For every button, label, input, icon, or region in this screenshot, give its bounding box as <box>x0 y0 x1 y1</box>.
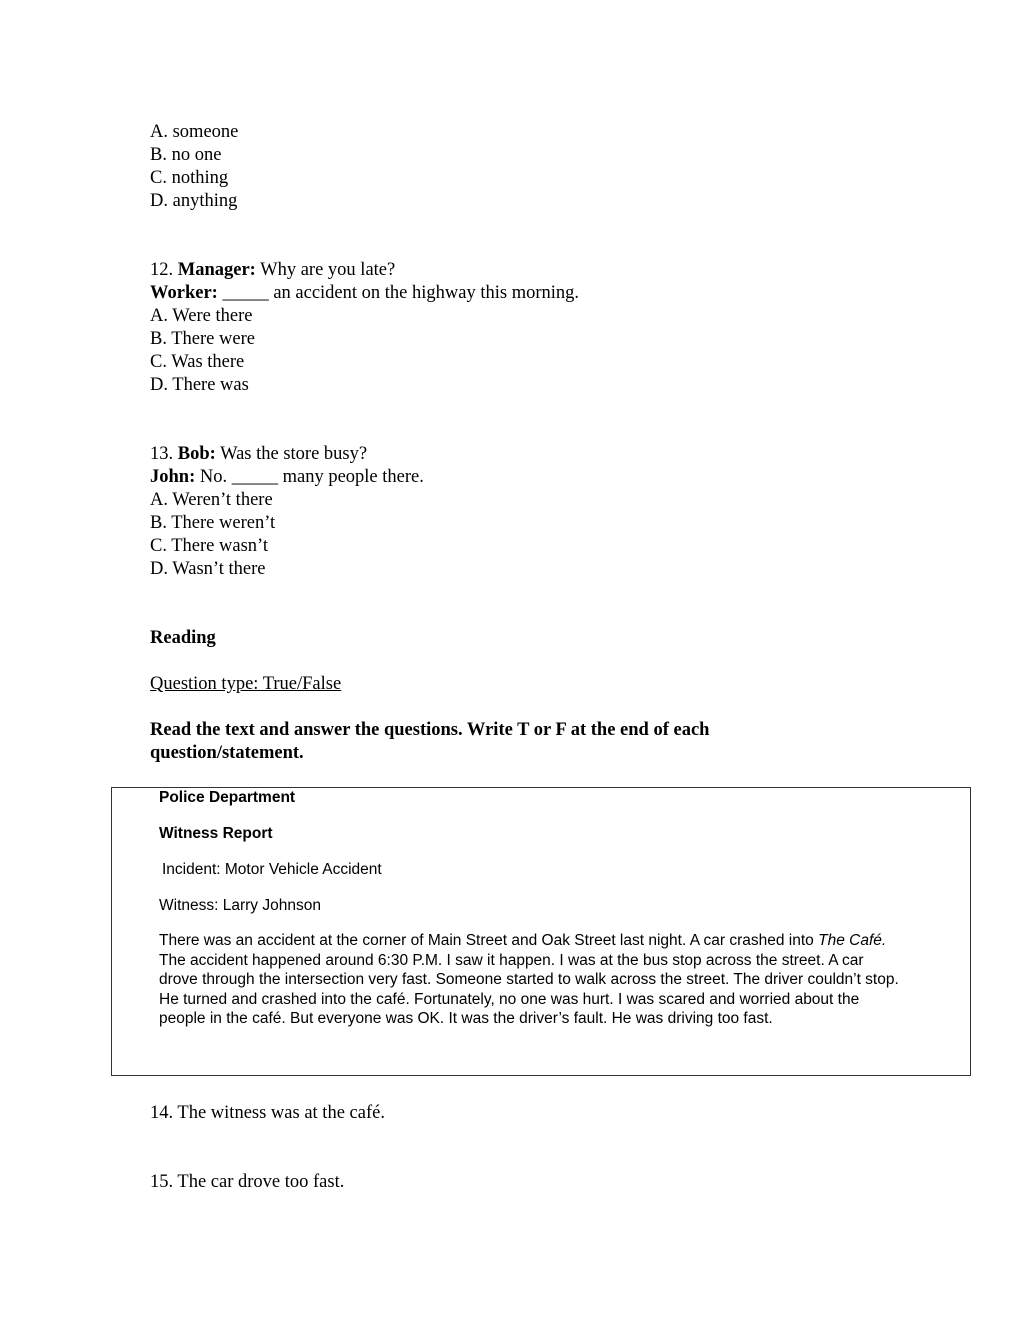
report-body-line: He turned and crashed into the café. Fortunately, no one was hurt. I was scared and worried about the <box>159 990 860 1008</box>
question-12-prompt <box>150 259 395 281</box>
report-incident: Incident: Motor Vehicle Accident <box>162 861 382 878</box>
option-c: C. nothing <box>150 168 229 188</box>
report-body-line: The accident happened around 6:30 P.M. I saw it happen. I was at the bus stop across the street. A car <box>159 951 864 969</box>
question-12-response <box>150 282 579 304</box>
option-b: B. There weren’t <box>150 513 276 533</box>
body-text: There was an accident at the corner of Main Street and Oak Street last night. A car crashed into <box>159 932 819 949</box>
instructions-line-2: question/statement. <box>150 743 304 763</box>
report-department: Police Department <box>159 789 296 806</box>
option-d: D. anything <box>150 191 238 211</box>
dialogue: Why are you late? <box>255 260 396 280</box>
question-13-response <box>150 466 424 488</box>
statement-15: 15. The car drove too fast. <box>150 1172 345 1192</box>
report-body-line <box>159 931 886 951</box>
dialogue: No. _____ many people there. <box>195 467 424 487</box>
question-number: 13. <box>150 444 174 464</box>
option-c: C. There wasn’t <box>150 536 269 556</box>
report-title: Witness Report <box>159 825 273 842</box>
instructions-line-1: Read the text and answer the questions. Write T or F at the end of each <box>150 720 710 740</box>
section-title: Reading <box>150 628 216 648</box>
option-a: A. Were there <box>150 306 253 326</box>
report-body-line: people in the café. But everyone was OK. It was the driver’s fault. He was driving too fast. <box>159 1010 773 1027</box>
option-d: D. Wasn’t there <box>150 559 266 579</box>
option-d: D. There was <box>150 375 249 395</box>
option-b: B. no one <box>150 145 222 165</box>
report-body-line: drove through the intersection very fast. Someone started to walk across the street. The driver couldn’t stop. <box>159 971 899 988</box>
option-b: B. There were <box>150 329 255 349</box>
speaker: Worker: <box>150 283 218 303</box>
speaker: John: <box>150 467 196 487</box>
option-c: C. Was there <box>150 352 245 372</box>
speaker: Manager: <box>177 260 256 280</box>
question-number: 12. <box>150 260 174 280</box>
cafe-name: The Café. <box>818 932 887 949</box>
dialogue: _____ an accident on the highway this morning. <box>217 283 580 303</box>
speaker: Bob: <box>177 444 216 464</box>
statement-14: 14. The witness was at the café. <box>150 1103 385 1123</box>
question-13-prompt <box>150 443 367 465</box>
report-witness: Witness: Larry Johnson <box>159 897 321 914</box>
witness-report-box <box>111 787 971 1076</box>
option-a: A. someone <box>150 122 239 142</box>
question-type: Question type: True/False <box>150 674 342 694</box>
dialogue: Was the store busy? <box>215 444 368 464</box>
option-a: A. Weren’t there <box>150 490 273 510</box>
